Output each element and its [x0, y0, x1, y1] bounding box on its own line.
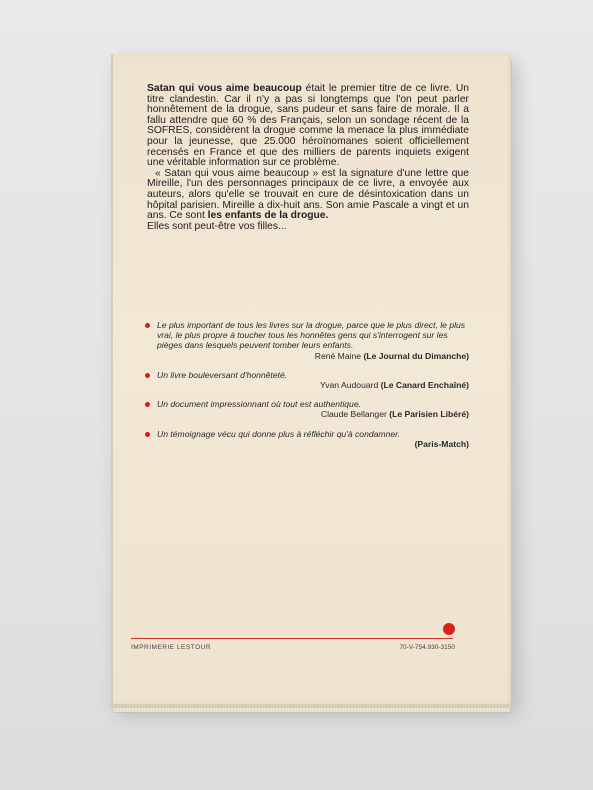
press-quote — [143, 320, 469, 361]
printer-name: IMPRIMERIE LESTOUR — [131, 644, 212, 651]
quote-text: Un livre bouleversant d'honnêteté. — [157, 369, 288, 380]
press-quote — [143, 399, 469, 419]
press-quotes — [143, 320, 469, 458]
blurb-title-bold: Satan qui vous aime beaucoup — [147, 83, 302, 94]
quote-text: Un témoignage vécu qui donne plus à réfléchir qu'à condamner. — [157, 428, 401, 439]
blurb-p1-rest: était le premier titre de ce livre. Un titre clandestin. Car il n'y a pas si longtemps que l'on peut parler honnêtement de la drogue, sans pudeur et sans faire de morale. Il a fallu attendre que 60 % des Français, selon un sondage récent de la SOFRES, considèrent la drogue comme la menace la plus immédiate pour la jeunesse, que 25.000 héroïnomanes soient officiellement recensés en France et que des milliers de parents inquiets exigent une véritable information sur ce problème. — [147, 83, 469, 169]
blurb-text — [147, 84, 469, 232]
quote-source: (Le Canard Enchaîné) — [380, 380, 469, 391]
book-back-cover — [111, 54, 511, 708]
quote-source: (Paris-Match) — [414, 438, 469, 449]
red-dot-icon — [443, 623, 455, 635]
red-bullet-icon — [145, 373, 150, 378]
blurb-paragraph-2 — [147, 169, 469, 222]
quote-author: Claude Bellanger — [320, 409, 390, 420]
red-bullet-icon — [145, 432, 150, 437]
press-quote — [143, 429, 469, 449]
blurb-paragraph-3: Elles sont peut-être vos filles... — [147, 220, 287, 232]
quote-author: René Maine — [314, 350, 364, 361]
quote-source: (Le Parisien Libéré) — [389, 409, 469, 420]
isbn-code: 70-V-754.930-3150 — [399, 644, 455, 651]
red-bullet-icon — [145, 402, 150, 407]
quote-source: (Le Journal du Dimanche) — [363, 350, 469, 361]
quote-attribution — [157, 351, 469, 361]
quote-attribution — [157, 439, 469, 449]
red-bullet-icon — [145, 323, 150, 328]
quote-text: Un document impressionnant où tout est authentique. — [157, 399, 361, 410]
blurb-p2-bold: les enfants de la drogue. — [207, 210, 329, 222]
blurb-p2-start: « Satan qui vous aime beaucoup » est la signature d'une lettre que Mireille, l'un des personnages principaux de ce livre, a envoyée aux auteurs, alors qu'elle se trouvait en cure de désintoxication dans un hôpital parisien. Mireille a dix-huit ans. Son amie Pascale a vingt et un ans. Ce sont — [147, 167, 469, 222]
quote-attribution — [157, 409, 469, 419]
footer-rule — [131, 638, 453, 639]
blurb-paragraph-1 — [147, 84, 469, 169]
quote-text: Le plus important de tous les livres sur la drogue, parce que le plus direct, le plus vrai, le plus propre à toucher tous les honnêtes gens qui s'interrogent sur les pièges dans lesquels peuvent tomber leurs enfants. — [157, 320, 466, 351]
press-quote — [143, 370, 469, 390]
quote-attribution — [157, 380, 469, 390]
quote-author: Yvan Audouard — [319, 380, 381, 391]
